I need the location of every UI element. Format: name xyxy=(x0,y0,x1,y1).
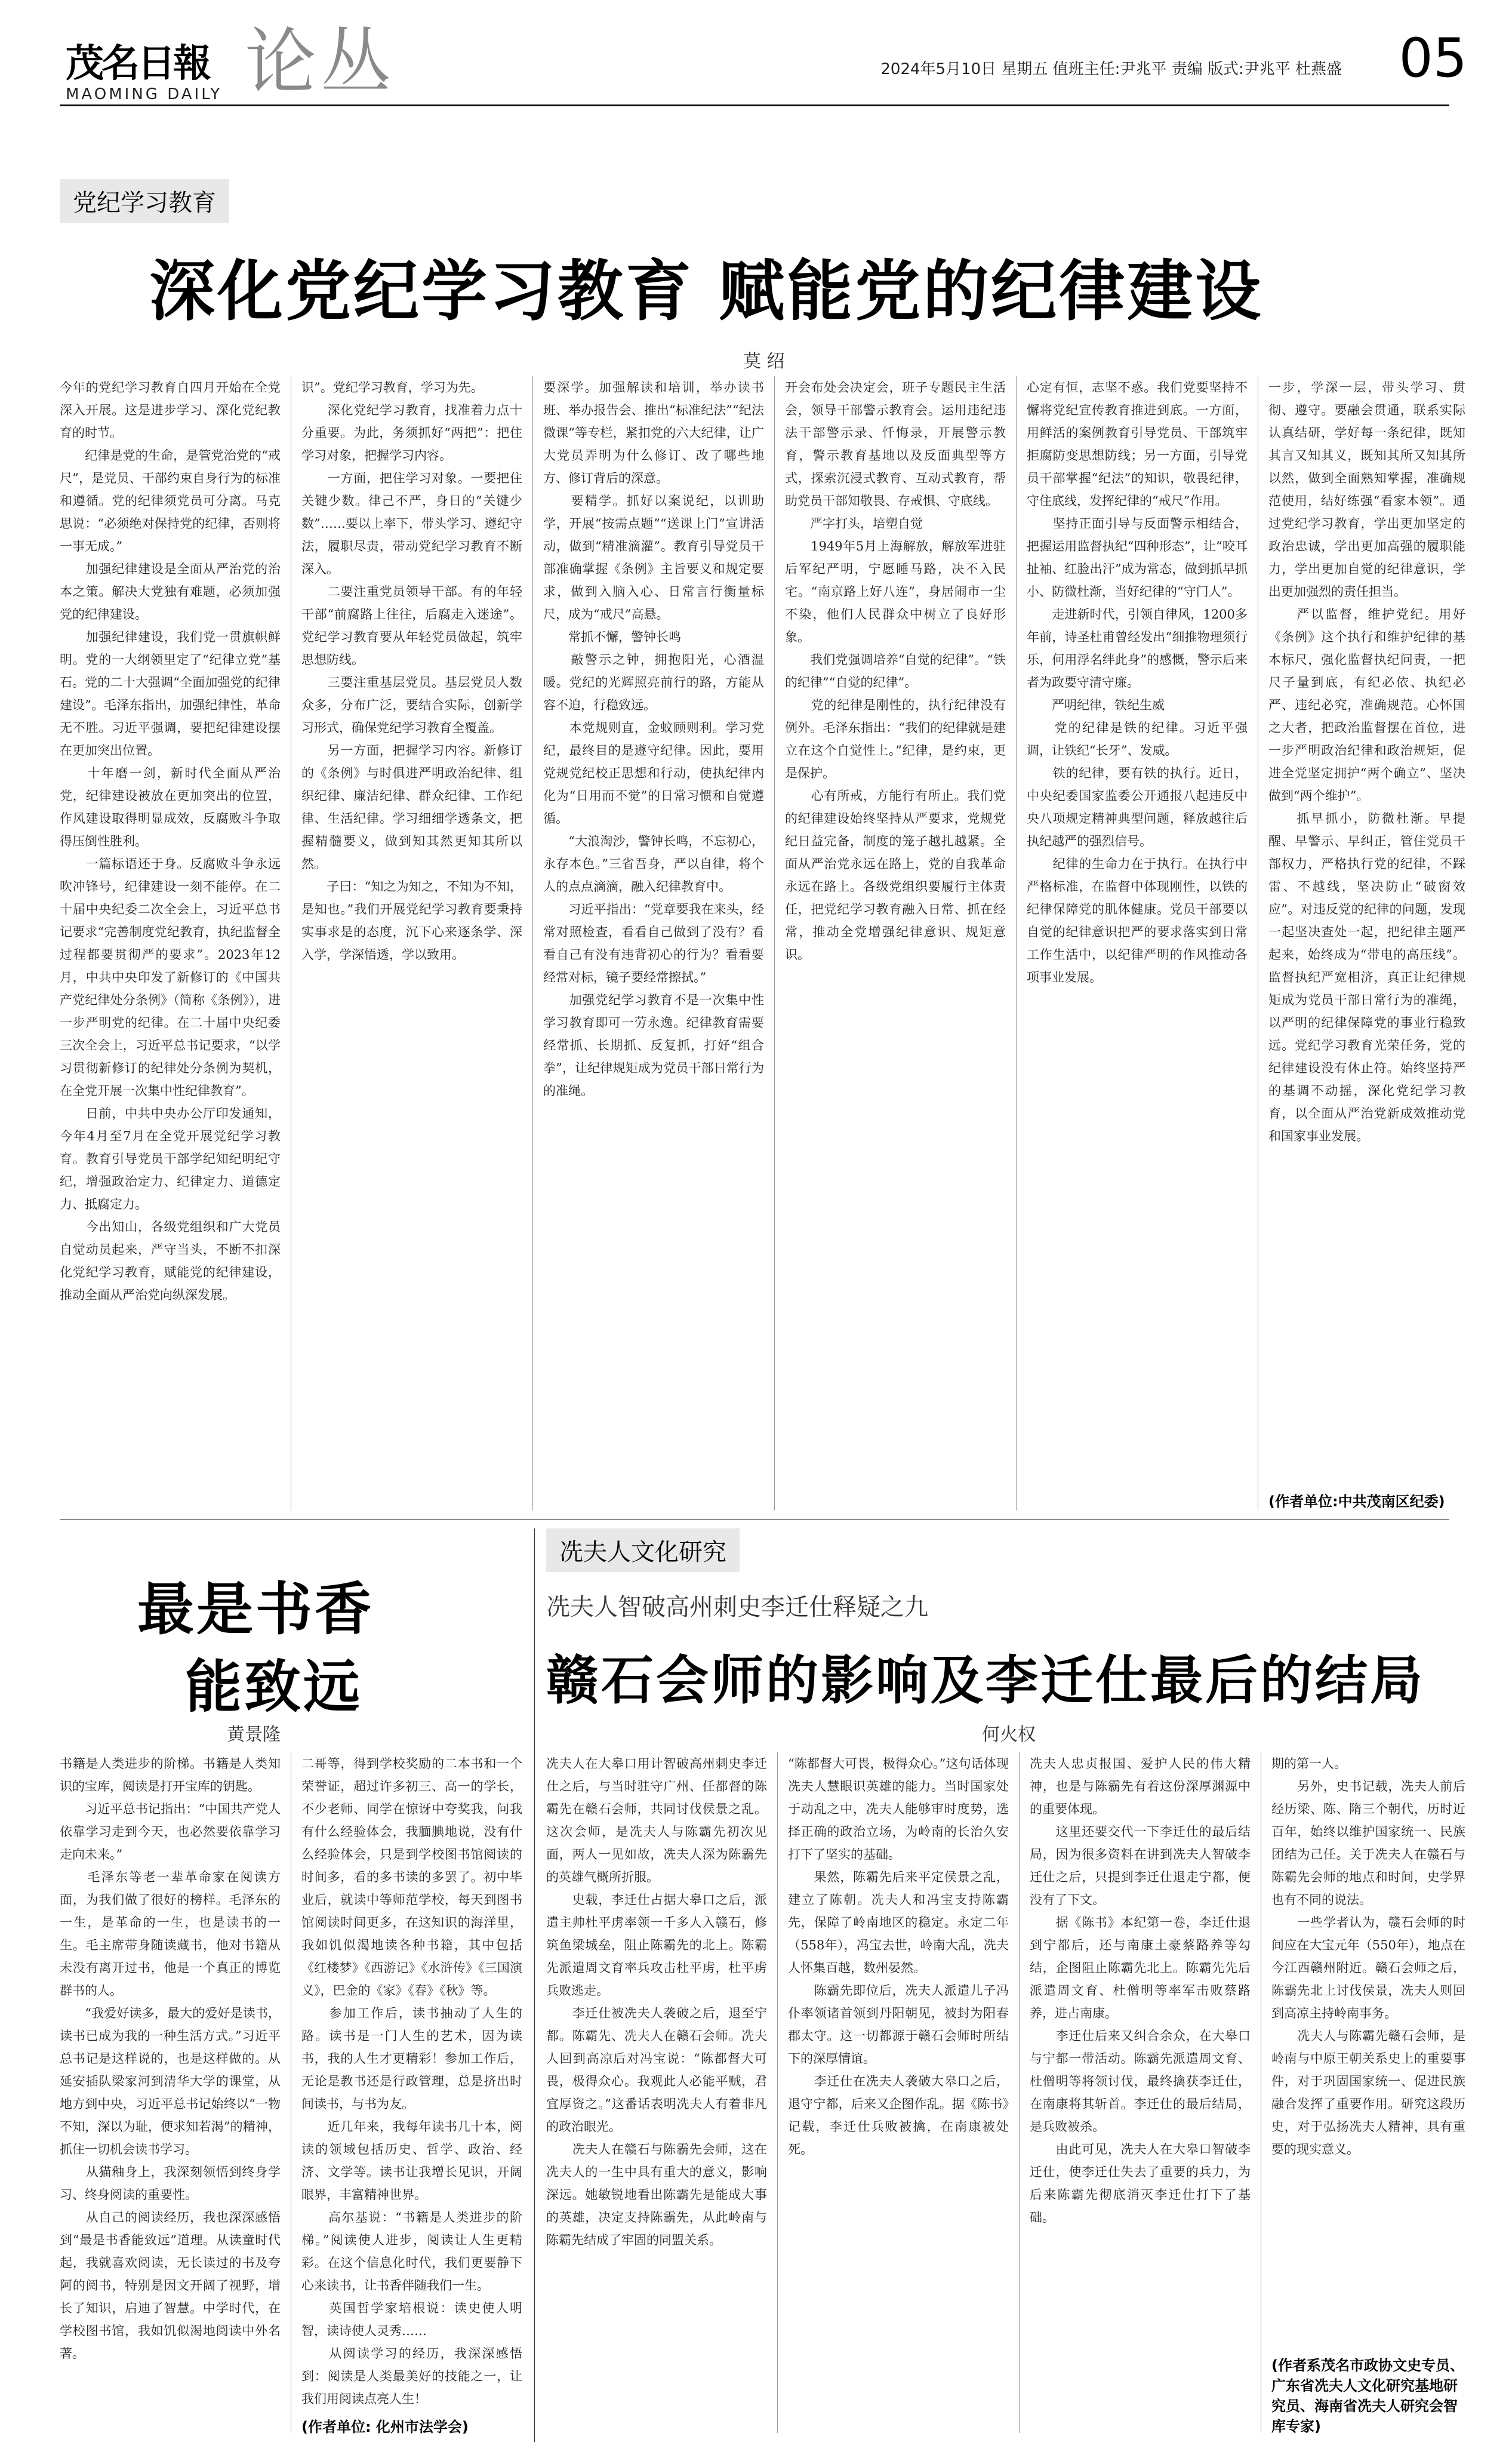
article3-title: 赣石会师的影响及李迁仕最后的结局 xyxy=(546,1650,1425,1711)
column-divider xyxy=(774,376,775,1511)
masthead-logo: 茂名日報 xyxy=(66,41,209,86)
article1-author: 莫 绍 xyxy=(743,351,785,372)
article3-subtitle: 冼夫人智破高州刺史李迁仕释疑之九 xyxy=(546,1594,928,1621)
article2-col-2: 二哥等，得到学校奖励的二本书和一个荣誉证，超过许多初三、高一的学长，不少老师、同学在惊讶中夸奖我，问我有什么经验体会，我腼腆地说，没有什么经验体会，只是到学校图书馆阅读的时间多，看的多书读的多罢了。初中毕业后，就读中等师范学校，每天到图书馆阅读时间更多，在这知识的海洋里，我如饥似渴地读各种书籍，其中包括《红楼梦》《西游记》《水浒传》《三国演义》，巴金的《家》《春》《秋》等。 参加工作后，读书抽动了人生的路。读书是一门人生的艺术，因为读书，我的人生才更精彩！参加工作后，无论是教书还是行政管理，总是挤出时间读书，与书为友。 近几年来，我每年读书几十本，阅读的领域包括历史、哲学、政治、经济、文学等。读书让我增长见识，开阔眼界，丰富精神世界。 高尔基说：“书籍是人类进步的阶梯。”阅读使人进步，阅读让人生更精彩。在这个信息化时代，我们更要静下心来读书，让书香伴随我们一生。 英国哲学家培根说：读史使人明智，读诗使人灵秀…… 从阅读学习的经历，我深深感悟到：阅读是人类最美好的技能之一，让我们用阅读点亮人生！ xyxy=(301,1757,522,2406)
article3-col-1: 冼夫人在大皋口用计智破高州刺史李迁仕之后，与当时驻守广州、任都督的陈霸先在赣石会师，共同讨伐侯景之乱。这次会师，是冼夫人与陈霸先初次见面，两人一见如故，冼夫人深为陈霸先的英雄气概所折服。 史载，李迁仕占据大皋口之后，派遣主帅杜平虏率领一千多人入赣石，修筑鱼梁城垒，阻止陈霸先的北上。陈霸先派遣周文育率兵攻击杜平虏，杜平虏兵败逃走。 李迁仕被冼夫人袭破之后，退至宁都。陈霸先、冼夫人在赣石会师。冼夫人回到高凉后对冯宝说：“陈都督大可畏，极得众心。我观此人必能平贼，君宜厚资之。”这番话表明冼夫人有着非凡的政治眼光。 冼夫人在赣石与陈霸先会师，这在冼夫人的一生中具有重大的意义，影响深远。她敏锐地看出陈霸先是能成大事的英雄，决定支持陈霸先，从此岭南与陈霸先结成了牢固的同盟关系。 xyxy=(546,1757,767,2247)
article1-col-2: 识”。党纪学习教育，学习为先。 深化党纪学习教育，找准着力点十分重要。为此，务须抓好“两把”：把住学习对象，把握学习内容。 一方面，把住学习对象。一要把住关键少数。律己不严，身日的“关键少数”……要以上率下，带头学习、遵纪守法，履职尽责，带动党纪学习教育不断深入。 二要注重党员领导干部。有的年轻干部“前腐路上往往，后腐走入迷途”。党纪学习教育要从年轻党员做起，筑牢思想防线。 三要注重基层党员。基层党员人数众多，分布广泛，要结合实际，创新学习形式，确保党纪学习教育全覆盖。 另一方面，把握学习内容。新修订的《条例》与时俱进严明政治纪律、组织纪律、廉洁纪律、群众纪律、工作纪律、生活纪律。学习细细学透条文，把握精髓要义，做到知其然更知其所以然。 子曰：“知之为知之，不知为不知，是知也。”我们开展党纪学习教育要秉持实事求是的态度，沉下心来逐条学、深入学，学深悟透，学以致用。 xyxy=(301,380,522,962)
article2-author: 黄景隆 xyxy=(227,1724,281,1745)
article1-credit: (作者单位:中共茂南区纪委) xyxy=(1268,1493,1445,1510)
article1-col-6: 一步，学深一层，带头学习、贯彻、遵守。要融会贯通，联系实际认真结研，学好每一条纪律，既知其言又知其义，既知其所又知其所以然，做到全面熟知掌握，准确规范使用，结好练强“看家本领”。通过党纪学习教育，学出更加坚定的政治忠诚，学出更加高强的履职能力，学出更加自觉的纪律意识，学出更加强烈的责任担当。 严以监督，维护党纪。用好《条例》这个执行和维护纪律的基本标尺，强化监督执纪问责，一把尺子量到底，有纪必依、执纪必严、违纪必究，准确规范。心怀国之大者，把政治监督摆在首位，进一步严明政治纪律和政治规矩，促进全党坚定拥护“两个确立”、坚决做到“两个维护”。 抓早抓小，防微杜渐。早提醒、早警示、早纠正，管住党员干部权力，严格执行党的纪律，不踩雷、不越线，坚决防止“破窗效应”。对违反党的纪律的问题，发现一起坚决查处一起，把纪律主题严起来，始终成为“带电的高压线”。监督执纪严宽相济，真正让纪律规矩成为党员干部日常行为的准绳，以严明的纪律保障党的事业行稳致远。党纪学习教育光荣任务，党的纪律建设没有休止符。始终坚持严的基调不动摇，深化党纪学习教育，以全面从严治党新成效推动党和国家事业发展。 xyxy=(1268,380,1465,1143)
article-divider xyxy=(534,1528,535,2442)
masthead-logo-en: MAOMING DAILY xyxy=(66,85,223,103)
issue-meta: 2024年5月10日 星期五 值班主任:尹兆平 责编 版式:尹兆平 杜燕盛 xyxy=(880,60,1342,78)
column-divider xyxy=(1016,376,1017,1511)
article3-credit: (作者系茂名市政协文史专员、广东省冼夫人文化研究基地研究员、海南省冼夫人研究会智库专家) xyxy=(1271,2357,1464,2435)
article2-title-line1: 最是书香 xyxy=(137,1577,374,1642)
article1-col-3: 要深学。加强解读和培训，举办读书班、举办报告会、推出“标准纪法”“纪法微课”等专栏，紧扣党的六大纪律，让广大党员弄明为什么修订、改了哪些地方、修订背后的深意。 要精学。抓好以案说纪，以训助学，开展“按需点题”“送课上门”宣讲活动，做到“精准滴灌”。教育引导党员干部准确掌握《条例》主旨要义和规定要求，做到入脑入心、日常言行衡量标尺，成为“戒尺”高悬。 常抓不懈，警钟长鸣 敲警示之钟，拥抱阳光，心酒温暖。党纪的光辉照亮前行的路，方能从容不迫，行稳致远。 本党规则直，金蚊顾则利。学习党纪，最终目的是遵守纪律。因此，要用党规党纪校正思想和行动，使执纪律内化为“日用而不觉”的日常习惯和自觉遵循。 “大浪淘沙，警钟长鸣，不忘初心，永存本色。”三省吾身，严以自律，将个人的点点滴滴，融入纪律教育中。 习近平指出：“党章要我在来头，经常对照检查，看看自己做到了没有？看看自己有没有违背初心的行为？看看要经常对标，镜子要经常擦拭。” 加强党纪学习教育不是一次集中性学习教育即可一劳永逸。纪律教育需要经常抓、长期抓、反复抓，打好“组合拳”，让纪律规矩成为党员干部日常行为的准绳。 xyxy=(543,380,764,1098)
column-divider xyxy=(1019,1752,1020,2433)
article1-col-1: 今年的党纪学习教育自四月开始在全党深入开展。这是进步学习、深化党纪教育的时节。 纪律是党的生命，是管党治党的“戒尺”，是党员、干部约束自身行为的标准和遵循。党的纪律须党员可分离。马克思说：“必须绝对保持党的纪律，否则将一事无成。” 加强纪律建设是全面从严治党的治本之策。解决大党独有难题，必须加强党的纪律建设。 加强纪律建设，我们党一贯旗帜鲜明。党的一大纲领里定了“纪律立党”基石。党的二十大强调“全面加强党的纪律建设”。毛泽东指出，加强纪律性，革命无不胜。习近平强调，要把纪律建设摆在更加突出位置。 十年磨一剑，新时代全面从严治党，纪律建设被放在更加突出的位置，作风建设取得明显成效，反腐败斗争取得压倒性胜利。 一篇标语还于身。反腐败斗争永远吹冲锋号，纪律建设一刻不能停。在二十届中央纪委二次全会上，习近平总书记要求“完善制度党纪教育，执纪监督全过程都要贯彻严的要求”。2023年12月，中共中央印发了新修订的《中国共产党纪律处分条例》（简称《条例》），进一步严明党的纪律。在二十届中央纪委三次全会上，习近平总书记要求，“以学习贯彻新修订的纪律处分条例为契机，在全党开展一次集中性纪律教育”。 日前，中共中央办公厅印发通知，今年4月至7月在全党开展党纪学习教育。教育引导党员干部学纪知纪明纪守纪，增强政治定力、纪律定力、道德定力、抵腐定力。 今出知山，各级党组织和广大党员自觉动员起来，严守当头，不断不扣深化党纪学习教育，赋能党的纪律建设，推动全面从严治党向纵深发展。 xyxy=(60,380,281,1302)
page-number: 05 xyxy=(1399,27,1467,90)
section-divider xyxy=(60,1519,1449,1520)
article1-col-4: 开会布处会决定会，班子专题民主生活会，领导干部警示教育会。运用违纪违法干部警示录、忏悔录，开展警示教育，警示教育基地以及反面典型等方式，探索沉浸式教育、互动式教育，帮助党员干部知敬畏、存戒惧、守底线。 严字打头，培塑自觉 1949年5月上海解放，解放军进驻后军纪严明，宁愿睡马路，决不入民宅。“南京路上好八连”，身居闹市一尘不染，他们人民群众中树立了良好形象。 我们党强调培养“自觉的纪律”。“铁的纪律”“自觉的纪律”。 党的纪律是刚性的，执行纪律没有例外。毛泽东指出：“我们的纪律就是建立在这个自觉性上。”纪律，是约束，更是保护。 心有所戒，方能行有所止。我们党的纪律建设始终坚持从严要求，党规党纪日益完备，制度的笼子越扎越紧。全面从严治党永远在路上，党的自我革命永远在路上。各级党组织要履行主体责任，把党纪学习教育融入日常、抓在经常，推动全党增强纪律意识、规矩意识。 xyxy=(785,380,1006,962)
article2-credit: (作者单位: 化州市法学会) xyxy=(301,2419,469,2435)
article3-col-4: 期的第一人。 另外，史书记载，冼夫人前后经历梁、陈、隋三个朝代，历时近百年，始终以维护国家统一、民族团结为己任。关于冼夫人在赣石与陈霸先会师的地点和时间，史学界也有不同的说法。 一些学者认为，赣石会师的时间应在大宝元年（550年），地点在今江西赣州附近。赣石会师之后，陈霸先北上讨伐侯景，冼夫人则回到高凉主持岭南事务。 冼夫人与陈霸先赣石会师，是岭南与中原王朝关系史上的重要事件，对于巩固国家统一、促进民族融合发挥了重要作用。研究这段历史，对于弘扬冼夫人精神，具有重要的现实意义。 xyxy=(1271,1757,1465,2157)
column-divider xyxy=(777,1752,778,2433)
article3-col-2: “陈都督大可畏，极得众心。”这句话体现冼夫人慧眼识英雄的能力。当时国家处于动乱之中，冼夫人能够审时度势，选择正确的政治立场，为岭南的长治久安打下了坚实的基础。 果然，陈霸先后来平定侯景之乱，建立了陈朝。冼夫人和冯宝支持陈霸先，保障了岭南地区的稳定。永定二年（558年），冯宝去世，岭南大乱，冼夫人怀集百越，数州晏然。 陈霸先即位后，冼夫人派遣儿子冯仆率领诸首领到丹阳朝见，被封为阳春郡太守。这一切都源于赣石会师时所结下的深厚情谊。 李迁仕在冼夫人袭破大皋口之后，退守宁都，后来又企图作乱。据《陈书》记载，李迁仕兵败被擒，在南康被处死。 xyxy=(788,1757,1009,2157)
article2-title-line2: 能致远 xyxy=(185,1654,363,1720)
masthead-rule xyxy=(60,104,1449,106)
section-title: 论丛 xyxy=(245,21,395,104)
article1-col-5: 心定有恒，志坚不惑。我们党要坚持不懈将党纪宣传教育推进到底。一方面，用鲜活的案例教育引导党员、干部筑牢拒腐防变思想防线；另一方面，引导党员干部掌握“纪法”的知识，敬畏纪律，守住底线，发挥纪律的“戒尺”作用。 坚持正面引导与反面警示相结合，把握运用监督执纪“四种形态”，让“咬耳扯袖、红脸出汗”成为常态，做到抓早抓小、防微杜渐，当好纪律的“守门人”。 走进新时代，引领自律风，1200多年前，诗圣杜甫曾经发出“细推物理须行乐，何用浮名绊此身”的感慨，警示后来者为政要守清守廉。 严明纪律，铁纪生威 党的纪律是铁的纪律。习近平强调，让铁纪“长牙”、发威。 铁的纪律，要有铁的执行。近日，中央纪委国家监委公开通报八起违反中央八项规定精神典型问题，释放越往后执纪越严的强烈信号。 纪律的生命力在于执行。在执行中严格标准，在监督中体现刚性，以铁的纪律保障党的肌体健康。党员干部要以自觉的纪律意识把严的要求落实到日常工作生活中，以纪律严明的作风推动各项事业发展。 xyxy=(1027,380,1248,985)
column-divider xyxy=(532,376,533,1511)
article1-title: 深化党纪学习教育 赋能党的纪律建设 xyxy=(149,253,1264,330)
article2-col-1: 书籍是人类进步的阶梯。书籍是人类知识的宝库，阅读是打开宝库的钥匙。 习近平总书记指出：“中国共产党人依靠学习走到今天，也必然要依靠学习走向未来。” 毛泽东等老一辈革命家在阅读方面，为我们做了很好的榜样。毛泽东的一生，是革命的一生，也是读书的一生。毛主席带身随读藏书，他对书籍从未没有离开过书，他是一个真正的博览群书的人。 “我爱好读多，最大的爱好是读书，读书已成为我的一种生活方式。”习近平总书记是这样说的，也是这样做的。从延安插队梁家河到清华大学的课堂，从地方到中央，习近平总书记始终以“一物不知，深以为耻，便求知若渴”的精神，抓住一切机会读书学习。 从猫釉身上，我深刻领悟到终身学习、终身阅读的重要性。 从自己的阅读经历，我也深深感悟到“最是书香能致远”道理。从读童时代起，我就喜欢阅读，无长读过的书及夸阿的阅书，特别是因文开阔了视野，增长了知识，启迪了智慧。中学时代，在学校图书馆，我如饥似渴地阅读中外名著。 xyxy=(60,1757,281,2361)
article1-tag: 党纪学习教育 xyxy=(60,179,229,223)
article3-author: 何火权 xyxy=(982,1724,1036,1745)
article3-tag: 冼夫人文化研究 xyxy=(546,1528,740,1572)
article3-col-3: 冼夫人忠贞报国、爱护人民的伟大精神，也是与陈霸先有着这份深厚渊源中的重要体现。 这里还要交代一下李迁仕的最后结局，因为很多资料在讲到冼夫人智破李迁仕之后，只提到李迁仕退走宁都，便没有了下文。 据《陈书》本纪第一卷，李迁仕退到宁都后，还与南康土豪蔡路养等勾结，企图阻止陈霸先北上。陈霸先先后派遣周文育、杜僧明等率军击败蔡路养，进占南康。 李迁仕后来又纠合余众，在大皋口与宁都一带活动。陈霸先派遣周文育、杜僧明等将领讨伐，最终擒获李迁仕，在南康将其斩首。李迁仕的最后结局，是兵败被杀。 由此可见，冼夫人在大皋口智破李迁仕，使李迁仕失去了重要的兵力，为后来陈霸先彻底消灭李迁仕打下了基础。 xyxy=(1030,1757,1251,2225)
